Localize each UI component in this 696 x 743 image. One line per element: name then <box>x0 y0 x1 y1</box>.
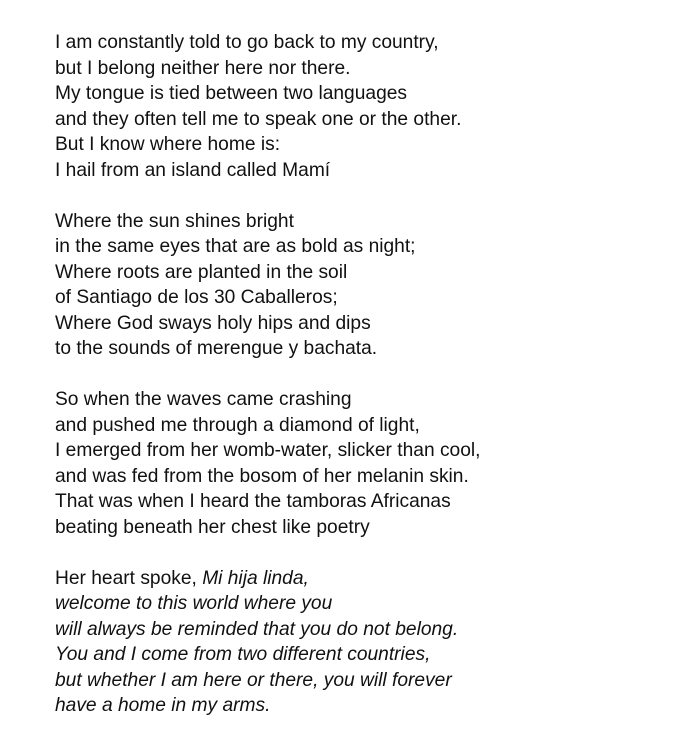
poem-line: Where God sways holy hips and dips <box>55 312 371 334</box>
stanza-4 <box>55 566 685 719</box>
stanza-3 <box>55 387 685 540</box>
poem-line: Where the sun shines bright <box>55 210 294 232</box>
poem-line: But I know where home is: <box>55 134 281 155</box>
poem-line: beating beneath her chest like poetry <box>55 516 370 538</box>
poem-line: and they often tell me to speak one or the other. <box>55 108 462 130</box>
stanza-1 <box>55 30 685 183</box>
poem-line: to the sounds of merengue y bachata. <box>55 338 378 359</box>
poem-line-italic: but whether I am here or there, you will forever <box>55 669 452 691</box>
poem-line-italic: have a home in my arms. <box>55 695 271 716</box>
poem-line: but I belong neither here nor there. <box>55 57 351 79</box>
poem-line: I am constantly told to go back to my country, <box>55 32 439 53</box>
poem-line: and pushed me through a diamond of light, <box>55 414 420 436</box>
poem-line: I emerged from her womb-water, slicker than cool, <box>55 440 481 461</box>
poem <box>55 30 685 719</box>
poem-line-italic-part: Mi hija linda, <box>202 567 309 589</box>
stanza-2 <box>55 209 685 362</box>
poem-line: in the same eyes that are as bold as night; <box>55 236 416 257</box>
poem-line: of Santiago de los 30 Caballeros; <box>55 287 338 308</box>
poem-line-italic: You and I come from two different countries, <box>55 644 431 665</box>
poem-line-mixed <box>55 566 685 592</box>
poem-line-italic: welcome to this world where you <box>55 593 333 614</box>
poem-line: So when the waves came crashing <box>55 389 352 410</box>
poem-line: and was fed from the bosom of her melanin skin. <box>55 465 469 487</box>
poem-line-regular-part: Her heart spoke, <box>55 567 203 589</box>
poem-line-italic: will always be reminded that you do not belong. <box>55 618 459 640</box>
poem-line: Where roots are planted in the soil <box>55 261 348 283</box>
poem-line: That was when I heard the tamboras Africanas <box>55 491 451 512</box>
poem-line: I hail from an island called Mamí <box>55 159 331 181</box>
poem-line: My tongue is tied between two languages <box>55 83 407 104</box>
